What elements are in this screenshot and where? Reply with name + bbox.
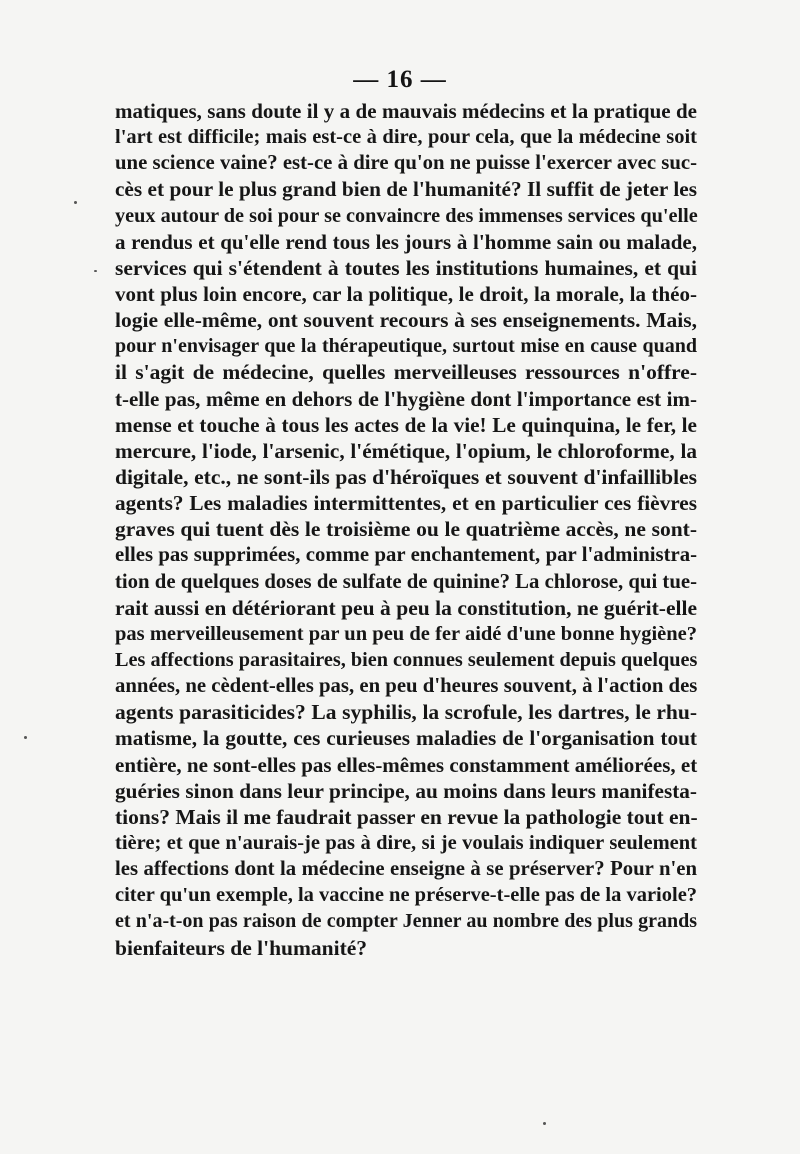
paper-speck bbox=[24, 736, 27, 739]
text-line: pas merveilleusement par un peu de fer aidé d'une bonne hygiène? bbox=[115, 622, 697, 645]
text-line: l'art est difficile; mais est-ce à dire, pour cela, que la médecine soit bbox=[115, 126, 697, 149]
text-line: et n'a-t-on pas raison de compter Jenner au nombre des plus grands bbox=[115, 910, 697, 933]
text-line: citer qu'un exemple, la vaccine ne préserve-t-elle pas de la variole? bbox=[115, 884, 698, 907]
text-line: a rendus et qu'elle rend tous les jours à l'homme sain ou malade, bbox=[115, 229, 697, 254]
text-line: agents parasiticides? La syphilis, la scrofule, les dartres, le rhu- bbox=[115, 700, 697, 725]
text-line: vont plus loin encore, car la politique, le droit, la morale, la théo- bbox=[115, 281, 697, 306]
text-line: rait aussi en détériorant peu à peu la constitution, ne guérit-elle bbox=[115, 595, 697, 620]
paper-speck bbox=[94, 270, 97, 272]
text-line: services qui s'étendent à toutes les institutions humaines, et qui bbox=[115, 255, 697, 280]
text-line: yeux autour de soi pour se convaincre des immenses services qu'elle bbox=[115, 204, 698, 227]
text-line: bienfaiteurs de l'humanité? bbox=[115, 935, 368, 960]
text-line: agents? Les maladies intermittentes, et en particulier ces fièvres bbox=[115, 491, 697, 516]
text-line: tion de quelques doses de sulfate de quinine? La chlorose, qui tue- bbox=[115, 570, 697, 593]
text-line: t-elle pas, même en dehors de l'hygiène dont l'importance est im- bbox=[115, 386, 697, 411]
text-line: une science vaine? est-ce à dire qu'on ne puisse l'exercer avec suc- bbox=[115, 152, 697, 175]
body-text bbox=[115, 98, 697, 961]
text-line: matiques, sans doute il y a de mauvais médecins et la pratique de bbox=[115, 99, 697, 123]
paper-speck bbox=[543, 1122, 546, 1125]
page-number: — 16 — bbox=[353, 66, 447, 93]
text-line: tière; et que n'aurais-je pas à dire, si je voulais indiquer seulement bbox=[115, 831, 697, 854]
text-line: Les affections parasitaires, bien connues seulement depuis quelques bbox=[115, 648, 698, 671]
text-line: les affections dont la médecine enseigne à se préserver? Pour n'en bbox=[115, 858, 697, 881]
text-line: guéries sinon dans leur principe, au moins dans leurs manifesta- bbox=[115, 778, 697, 803]
text-line: mense et touche à tous les actes de la vie! Le quinquina, le fer, le bbox=[115, 412, 697, 437]
text-line: elles pas supprimées, comme par enchantement, par l'administra- bbox=[115, 544, 697, 567]
text-line: mercure, l'iode, l'arsenic, l'émétique, l'opium, le chloroforme, la bbox=[115, 438, 697, 463]
text-line: cès et pour le plus grand bien de l'humanité? Il suffit de jeter les bbox=[115, 177, 697, 202]
text-line: il s'agit de médecine, quelles merveilleuses ressources n'offre- bbox=[115, 360, 697, 385]
text-line: matisme, la goutte, ces curieuses maladies de l'organisation tout bbox=[115, 726, 697, 751]
text-line: tions? Mais il me faudrait passer en revue la pathologie tout en- bbox=[115, 804, 698, 829]
text-line: digitale, etc., ne sont-ils pas d'héroïques et souvent d'infaillibles bbox=[115, 464, 697, 489]
text-line: graves qui tuent dès le troisième ou le quatrième accès, ne sont- bbox=[115, 517, 697, 542]
text-line: logie elle-même, ont souvent recours à ses enseignements. Mais, bbox=[115, 308, 697, 333]
text-line: entière, ne sont-elles pas elles-mêmes constamment améliorées, et bbox=[115, 752, 698, 777]
text-line: pour n'envisager que la thérapeutique, surtout mise en cause quand bbox=[115, 335, 697, 358]
text-line: années, ne cèdent-elles pas, en peu d'heures souvent, à l'action des bbox=[115, 675, 698, 698]
paper-speck bbox=[74, 201, 77, 204]
